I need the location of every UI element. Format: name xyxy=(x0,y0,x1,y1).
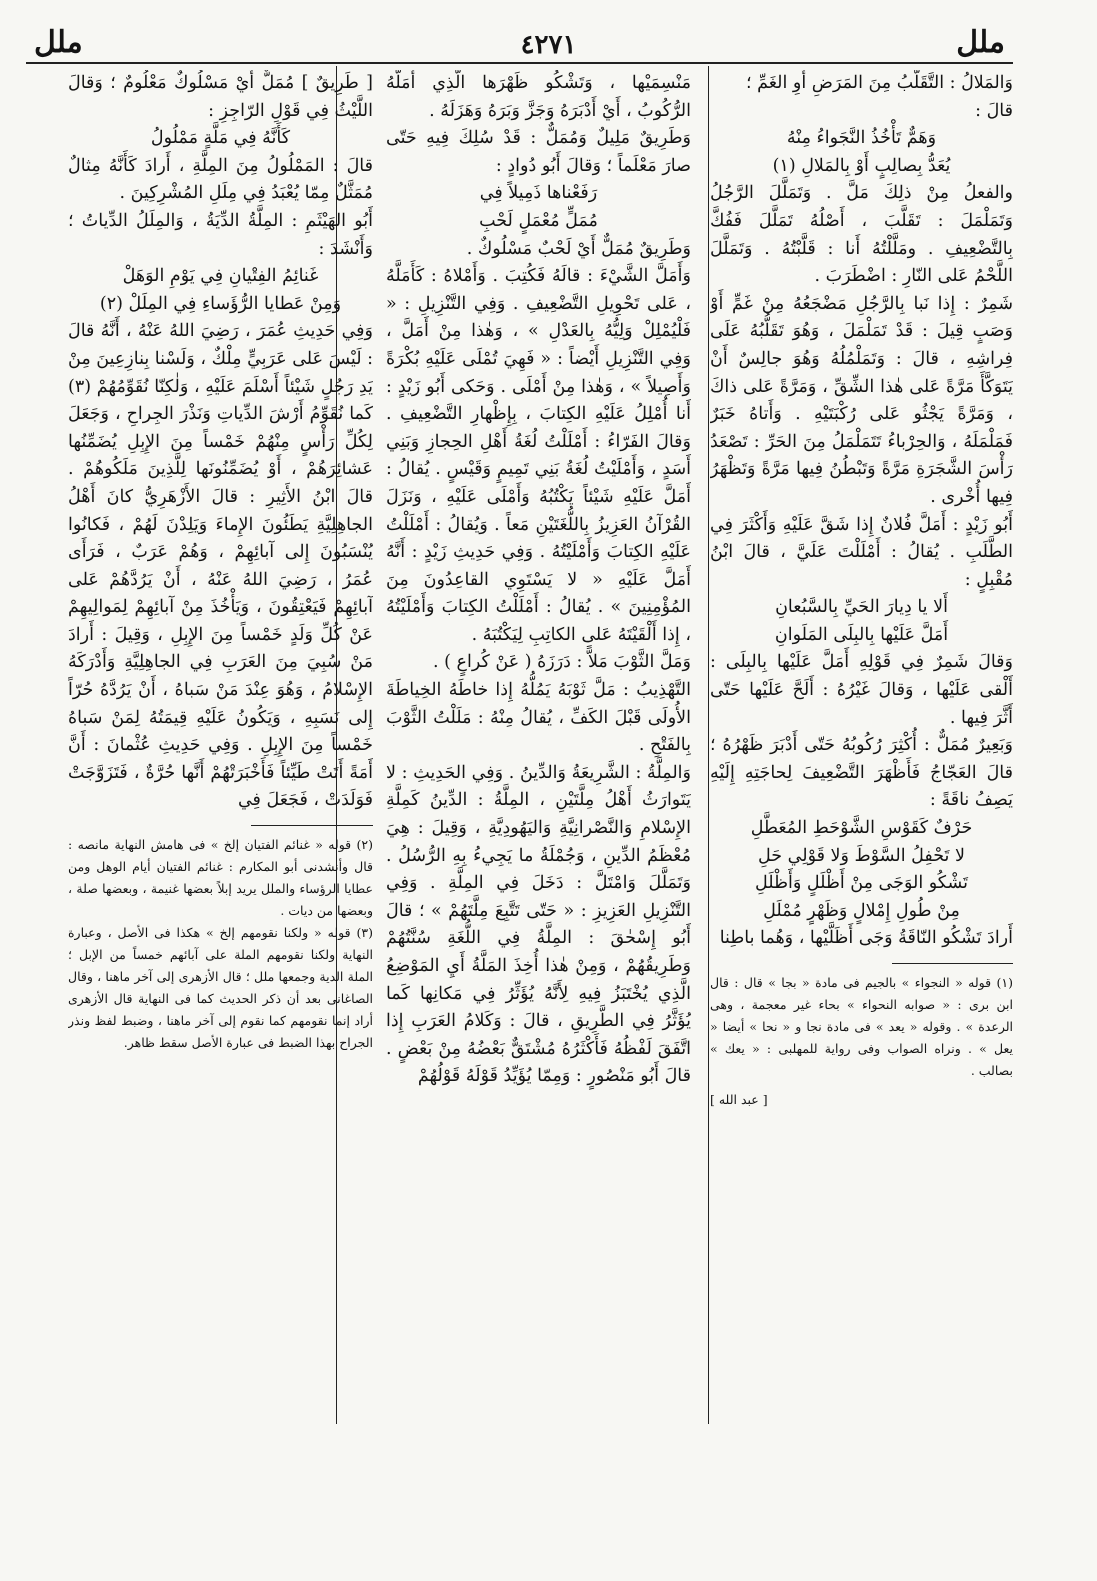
verse-line: أَلا يا دِيارَ الحَيِّ بِالسَّبُعانِ xyxy=(775,597,948,618)
text-paragraph: وَبَعِيرٌ مُمَلٌّ : أُكْثِرَ رُكُوبُهُ حَتّى أَدْبَرَ ظَهْرُهُ ؛ قالَ العَجّاجُ فَأَظْهَرَ التَّضْعِيفَ لِحاجَتِهِ إِلَيْهِ يَصِفُ ناقَةً : xyxy=(710,735,1013,811)
page-number: ٤٢٧١ xyxy=(520,30,577,60)
text-paragraph: شَمِرٌ : إِذا نَبا بِالرَّجُلِ مَضْجَعُهُ مِنْ غَمٍّ أَوْ وَصَبٍ قِيلَ : قَدْ تَمَلْمَلَ ، وَهُوَ تَقَلُّبُهُ عَلَى فِراشِهِ ، قالَ : وَتَمَلْمُلُهُ وَهُوَ جالِسٌ أَنْ يَتَوَكَّأَ مَرَّةً عَلى هٰذا الشِّقِّ ، وَمَرَّةً عَلى ذاكَ ، وَمَرَّةً يَجْثُو عَلى رُكْبَتَيْهِ . وَأَتاهُ خَبَرٌ فَمَلْمَلَهُ ، وَالحِرْباءُ تَتَمَلْمَلُ مِنَ الحَرِّ : تَصْعَدُ رَأْسَ الشَّجَرَةِ مَرَّةً وَتَبْطُنُ فِيها مَرَّةً وَتَظْهَرُ فِيها أُخْرى . xyxy=(710,293,1013,507)
text-paragraph: وَمَلَّ الثَّوْبَ مَلاًّ : دَرَزَهُ ( عَنْ كُراعٍ ) . xyxy=(433,652,691,673)
column-divider-right xyxy=(708,66,709,1424)
text-paragraph: والفعلُ مِنْ ذلِكَ مَلَّ . وَتَمَلَّلَ الرَّجُلُ وَتَمَلْمَلَ : تَقَلَّبَ ، أَصْلُهُ تَمَلَّلَ فَفُكَّ بِالتَّضْعِيفِ . ومَلَّلْتُهُ أَنا : قَلَّبْتُهُ . وَتَمَلَّلَ اللَّحْمُ عَلى النّارِ : اضْطَرَبَ . xyxy=(710,183,1013,287)
column-left xyxy=(68,70,373,1054)
text-paragraph: قالَ : المَمْلُولُ مِنَ المِلَّةِ ، أَرادَ كَأَنَّهُ مِثالٌ مُمَثَّلٌ مِمّا يُعْبَدُ فِي مِلَلِ المُشْرِكِينَ . xyxy=(68,155,373,204)
text-paragraph: مَنْسِمَيْها ، وَتَشْكُو ظَهْرَها الَّذِي أَمَلَّهُ الرُّكُوبُ ، أَيْ أَدْبَرَهُ وَجَزَّ وَبَرَهُ وَهَزَلَهُ . xyxy=(386,73,691,121)
footnote-signature: [ عبد الله ] xyxy=(710,1092,768,1107)
verse-line: أَمَلَّ عَلَيْها بِالبِلَى المَلَوانِ xyxy=(774,624,949,645)
footnote: (٣) قوله « ولكنا نقومهم إلخ » هكذا فى الأصل ، وعبارة النهاية ولكنا نقومهم الملة على آبائهم خمساً من الإبل ؛ الملة الدية وجمعها ملل ؛ قال الأزهرى إلى آخر ماهنا ، وقال الصاغانى بعد أن ذكر الحديث كما فى النهاية قال الأزهرى أراد إنما نقومهم كما نقوم إلى آخر ماهنا ، وضبط لفظ ونذر الجراح بهذا الضبط فى عبارة الأصل سقط ظاهر. xyxy=(68,925,373,1051)
verse-line: لا تَحْفِلُ السَّوْطَ وَلا قَوْلِي حَلِ xyxy=(758,845,965,866)
verse-line: وَمِنْ عَطايا الرُّؤَساءِ فِي المِلَلْ (٢) xyxy=(99,293,342,314)
footnote: (٢) قوله « غنائم الفتيان إلخ » فى هامش النهاية مانصه : قال وأنشدنى أبو المكارم : غنائم الفتيان أيام الوهل ومن عطايا الرؤساء والملل يريد إبلاً بعضها غنيمة ، وبعضها صلة ، وبعضها من ديات . xyxy=(68,837,373,919)
text-paragraph: وَأَمَلَّ الشَّيْءَ : قالَهُ فَكُتِبَ . وَأَمْلاهُ : كَأَمَلَّهُ ، عَلى تَحْوِيلِ التَّضْعِيفِ . وَفِي التَّنْزِيلِ : « فَلْيُمْلِلْ وَلِيُّهُ بِالعَدْلِ » ، وَهٰذا مِنْ أَمَلَّ ، وَفِي التَّنْزِيلِ أَيْضاً : « فَهِيَ تُمْلَى عَلَيْهِ بُكْرَةً وَأَصِيلاً » ، وَهٰذا مِنْ أَمْلَى . وَحَكى أَبُو زَيْدٍ : أَنا أُمْلِلُ عَلَيْهِ الكِتابَ ، بِإِظْهارِ التَّضْعِيفِ . وَقالَ الفَرّاءُ : أَمْلَلْتُ لُغَةُ أَهْلِ الحِجازِ وَبَنِي أَسَدٍ ، وَأَمْلَيْتُ لُغَةُ بَنِي تَمِيمٍ وَقَيْسٍ . يُقالُ : أَمَلَّ عَلَيْهِ شَيْئاً يَكْتُبُهُ وَأَمْلَى عَلَيْهِ ، وَنَزَلَ القُرْآنُ العَزِيزُ بِاللُّغَتَيْنِ مَعاً . وَيُقالُ : أَمْلَلْتُ عَلَيْهِ الكِتابَ وَأَمْلَيْتُهُ . وَفِي حَدِيثِ زَيْدٍ : أَنَّهُ أَمَلَّ عَلَيْهِ « لا يَسْتَوِي القاعِدُونَ مِنَ المُؤْمِنِينَ » . يُقالُ : أَمْلَلْتُ الكِتابَ وَأَمْلَيْتُهُ ، إِذا أَلْقَيْتَهُ عَلى الكاتِبِ لِيَكْتُبَهُ . xyxy=(386,266,691,645)
footnote-rule xyxy=(251,825,373,826)
text-paragraph: أَبُو الهَيْثَمِ : المِلَّةُ الدِّيَةُ ، وَالمِلَلُ الدِّياتُ ؛ وَأَنْشَدَ : xyxy=(68,210,373,259)
verse-line: مِنْ طُولِ إِمْلالٍ وَظَهْرٍ مُمْلَلِ xyxy=(763,900,960,921)
text-paragraph: وَطَرِيقٌ مَلِيلٌ وَمُمَلٌّ : قَدْ سُلِكَ فِيهِ حَتّى صارَ مَعْلَماً ؛ وَقالَ أَبُو دُوادٍ : xyxy=(386,128,691,176)
verse-line: وَهَمٌّ تَأْخُذُ النَّجَواءُ مِنْهُ xyxy=(786,128,937,149)
text-paragraph: وَالمَلالُ : التَّقَلُّبُ مِنَ المَرَضِ أَوِ الغَمِّ ؛ xyxy=(745,73,1013,93)
column-middle xyxy=(386,70,691,1091)
text-paragraph: وَطَرِيقٌ مُمَلٌّ أَيْ لَحْبٌ مَسْلُوكٌ . xyxy=(466,238,691,259)
header-entry-right: ملل xyxy=(956,25,1005,60)
header-entry-left: ملل xyxy=(34,25,83,60)
header-rule xyxy=(26,62,1013,64)
verse-line: مُمَلٍّ مُعْمَلٍ لَحْبِ xyxy=(479,210,598,231)
text-paragraph: [ طَرِيقٌ ] مُمَلٌّ أَيْ مَسْلُوكٌ مَعْلُومٌ ؛ وَقالَ اللَّيْثُ فِي قَوْلِ الرّاجِزِ : xyxy=(68,73,373,121)
footnote: (١) قوله « النجواء » بالجيم فى مادة « بجا » قال : قال ابن برى : « صوابه النحواء » بحاء غير معجمة ، وهى الرعدة » . وقوله « يعد » فى مادة نجا و « نحا » أيضا « يعل » . ونراه الصواب وفى رواية للمهلبى : « يعك » بصالب . xyxy=(710,975,1013,1078)
text-paragraph: التَّهْذِيبُ : مَلَّ ثَوْبَهُ يَمُلُّهُ إِذا خاطَهُ الخِياطَةَ الأُولَى قَبْلَ الكَفِّ ، يُقالُ مِنْهُ : مَلَلْتُ الثَّوْبَ بِالفَتْحِ . xyxy=(386,680,691,756)
column-right xyxy=(710,70,1013,1114)
verse-line: غَنائِمُ الفِتْيانِ فِي يَوْمِ الوَهَلْ xyxy=(122,266,319,287)
verse-line: كَأَنَّهُ فِي مَلَّةٍ مَمْلُولُ xyxy=(150,128,291,149)
verse-line: رَفَعْناها ذَمِيلاً فِي xyxy=(479,183,598,204)
text-paragraph: وَفِي حَدِيثِ عُمَرَ ، رَضِيَ اللهُ عَنْهُ ، أَنَّهُ قالَ : لَيْسَ عَلى عَرَبِيٍّ مِلْكٌ ، وَلَسْنا بِنازِعِينَ مِنْ يَدِ رَجُلٍ شَيْئاً أَسْلَمَ عَلَيْهِ ، وَلٰكِنّا نُقَوِّمُهُمْ (٣) كَما نُقَوِّمُ أَرْشَ الدِّياتِ وَنَذْرَ الجِراحِ ، وَجَعَلَ لِكُلِّ رَأْسٍ مِنْهُمْ خَمْساً مِنَ الإِبِلِ يُضَمِّنُها عَشائِرَهُمْ ، أَوْ يُضَمِّنُونَها لِلَّذِينَ مَلَكُوهُمْ . قالَ ابْنُ الأَثِيرِ : قالَ الأَزْهَرِيُّ كانَ أَهْلُ الجاهِلِيَّةِ يَطَئُونَ الإِماءَ وَيَلِدْنَ لَهُمْ ، فَكانُوا يُنْسَبُونَ إِلى آبائِهِمْ ، وَهُمْ عَرَبٌ ، فَرَأَى عُمَرُ ، رَضِيَ اللهُ عَنْهُ ، أَنْ يَرُدَّهُمْ عَلى آبائِهِمْ فَيَعْتِقُونَ ، وَيَأْخُذَ مِنْ آبائِهِمْ لِمَوالِيهِمْ عَنْ كُلِّ وَلَدٍ خَمْساً مِنَ الإِبِلِ ، وَقِيلَ : أَرادَ مَنْ سُبِيَ مِنَ العَرَبِ فِي الجاهِلِيَّةِ وَأَدْرَكَهُ الإِسْلامُ ، وَهُوَ عِنْدَ مَنْ سَباهُ ، أَنْ يَرُدَّهُ حُرّاً إِلى نَسَبِهِ ، وَيَكُونُ عَلَيْهِ قِيمَتُهُ لِمَنْ سَباهُ خَمْساً مِنَ الإِبِلِ . وَفِي حَدِيثِ عُثْمانَ : أَنَّ أَمَةً أَتَتْ طَيِّئاً فَأَخْبَرَتْهُمْ أَنَّها حُرَّةٌ ، فَتَزَوَّجَتْ فَوَلَدَتْ ، فَجَعَلَ فِي xyxy=(68,321,373,811)
text-paragraph: أَبُو زَيْدٍ : أَمَلَّ فُلانٌ إِذا شَقَّ عَلَيْهِ وَأَكْثَرَ فِي الطَّلَبِ . يُقالُ : أَمْلَلْتَ عَلَيَّ ، قالَ ابْنُ مُقْبِلٍ : xyxy=(710,514,1013,590)
footnote-rule xyxy=(892,963,1013,964)
text-paragraph: وَقالَ شَمِرٌ فِي قَوْلِهِ أَمَلَّ عَلَيْها بِالبِلَى : أَلْقى عَلَيْها ، وَقالَ غَيْرُهُ : أَلَحَّ عَلَيْها حَتّى أَثَّرَ فِيها . xyxy=(710,652,1013,728)
text-paragraph: قالَ : xyxy=(975,100,1013,121)
text-paragraph: وَالمِلَّةُ : الشَّرِيعَةُ وَالدِّينُ . وَفِي الحَدِيثِ : لا يَتَوارَثُ أَهْلُ مِلَّتَيْنِ ، المِلَّةُ : الدِّينُ كَمِلَّةِ الإِسْلامِ وَالنَّصْرانِيَّةِ وَاليَهُودِيَّةِ ، وَقِيلَ : هِيَ مُعْظَمُ الدِّينِ ، وَجُمْلَةُ ما يَجِيءُ بِهِ الرُّسُلُ . وَتَمَلَّلَ وَامْتَلَّ : دَخَلَ فِي المِلَّةِ . وَفِي التَّنْزِيلِ العَزِيزِ : « حَتّى تَتَّبِعَ مِلَّتَهُمْ » ؛ قالَ أَبُو إِسْحٰقَ : المِلَّةُ فِي اللُّغَةِ سُنَّتُهُمْ وَطَرِيقُهُمْ ، وَمِنْ هٰذا أُخِذَ المَلَّةُ أَيِ المَوْضِعُ الَّذِي يُخْتَبَزُ فِيهِ لِأَنَّهُ يُؤَثِّرُ فِي مَكانِها كَما يُؤَثَّرُ فِي الطَّرِيقِ ، قالَ : وَكَلامُ العَرَبِ إِذا اتَّفَقَ لَفْظُهُ فَأَكْثَرُهُ مُشْتَقٌّ بَعْضُهُ مِنْ بَعْضٍ . قالَ أَبُو مَنْصُورٍ : وَمِمّا يُؤَيِّدُ قَوْلَهُ قَوْلُهُمْ xyxy=(386,762,691,1087)
text-paragraph: أَرادَ تَشْكُو النّاقَةُ وَجَى أَظَلَّيْها ، وَهُما باطِنا xyxy=(719,928,1013,949)
verse-line: حَرْفٌ كَقَوْسِ الشَّوْحَطِ المُعَطَّلِ xyxy=(750,818,973,839)
verse-line: تَشْكُو الوَجَى مِنْ أَظْلَلٍ وَأَظْلَلِ xyxy=(755,873,968,894)
verse-line: يُعَدُّ بِصالِبٍ أَوْ بِالمَلالِ (١) xyxy=(772,155,951,176)
